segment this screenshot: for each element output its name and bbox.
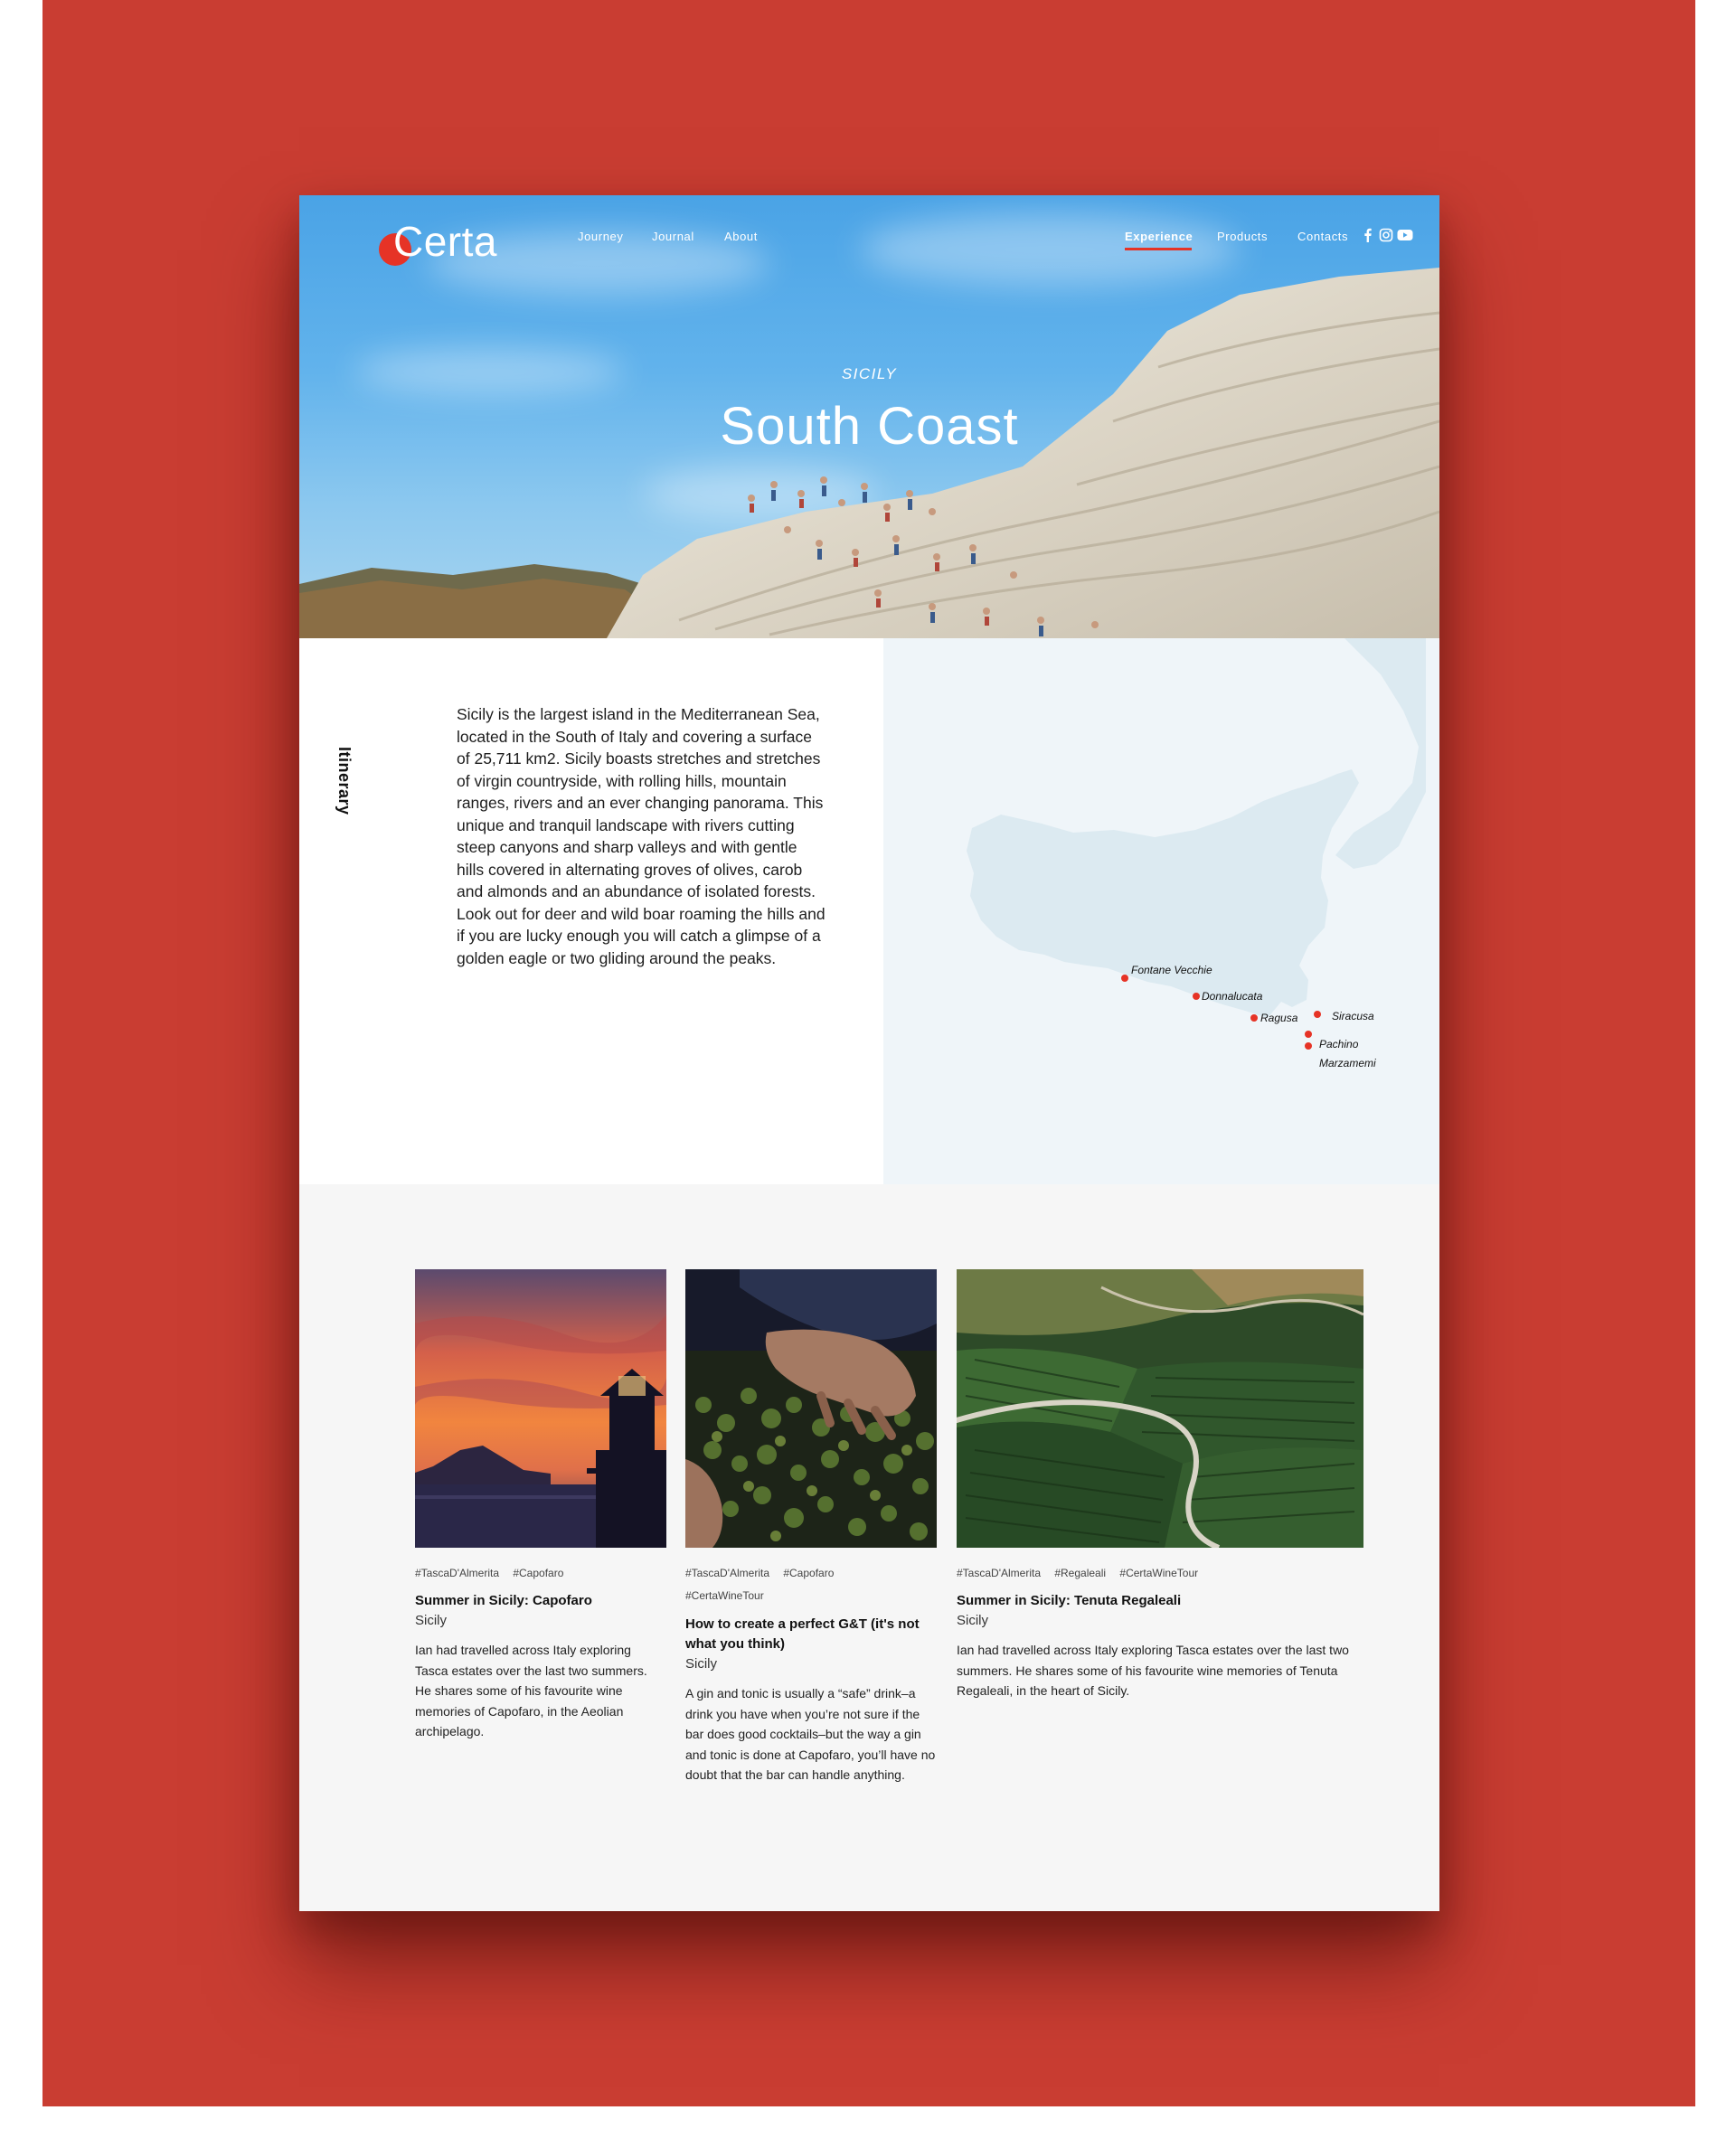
certa-logo[interactable] — [379, 217, 524, 271]
articles-section — [299, 1184, 1439, 1911]
itinerary-label: Itinerary — [335, 747, 354, 815]
active-nav-underline — [1125, 248, 1192, 250]
capers-illustration — [685, 1269, 937, 1548]
map-marker-ragusa[interactable] — [1250, 1014, 1258, 1022]
article-image-capers-hands[interactable] — [685, 1269, 937, 1548]
article-image-vineyards-aerial[interactable] — [957, 1269, 1363, 1548]
article-title[interactable]: How to create a perfect G&T (it's not what you think) — [685, 1616, 920, 1652]
nav-journey[interactable]: Journey — [578, 230, 624, 243]
instagram-icon[interactable] — [1379, 228, 1393, 242]
logo-wordmark: Certa — [393, 218, 497, 265]
article-body — [957, 1591, 1363, 1701]
article-body — [415, 1591, 666, 1742]
article-tags — [415, 1562, 666, 1585]
article-location: Sicily — [685, 1656, 718, 1672]
nav-products[interactable]: Products — [1217, 230, 1269, 243]
hero-subtitle: SICILY — [841, 365, 898, 382]
map-marker-siracusa[interactable] — [1314, 1011, 1321, 1018]
map-label-pachino: Pachino — [1319, 1038, 1359, 1050]
map-label-fontane-vecchie: Fontane Vecchie — [1131, 964, 1212, 976]
tag[interactable]: #Regaleali — [1054, 1567, 1107, 1579]
article-tags — [957, 1562, 1363, 1585]
tag[interactable]: #CertaWineTour — [1119, 1567, 1199, 1579]
article-image-lighthouse-sunset[interactable] — [415, 1269, 666, 1548]
map-marker-donnalucata[interactable] — [1193, 993, 1200, 1000]
article-location: Sicily — [415, 1613, 448, 1628]
tag[interactable]: #TascaD'Almerita — [957, 1567, 1041, 1579]
facebook-icon[interactable] — [1361, 228, 1375, 242]
article-body — [685, 1615, 937, 1785]
vineyard-illustration — [957, 1269, 1363, 1548]
nav-about[interactable]: About — [724, 230, 758, 243]
hero-title: South Coast — [720, 397, 1019, 456]
hero-banner — [299, 195, 1439, 638]
tag[interactable]: #TascaD'Almerita — [415, 1567, 499, 1579]
nav-journal[interactable]: Journal — [652, 230, 694, 243]
nav-contacts[interactable]: Contacts — [1297, 230, 1349, 243]
map-marker-pachino[interactable] — [1305, 1031, 1312, 1038]
tag[interactable]: #CertaWineTour — [685, 1589, 764, 1602]
map-label-siracusa: Siracusa — [1332, 1010, 1374, 1022]
sicily-island-shape — [883, 638, 1439, 1184]
map-marker-marzamemi[interactable] — [1305, 1042, 1312, 1050]
article-description: Ian had travelled across Italy exploring Tasca estates over the last two summers. He shares some of his favourite wine memories of Tenuta Regaleali, in the heart of Sicily. — [957, 1643, 1349, 1698]
article-title[interactable]: Summer in Sicily: Capofaro — [415, 1593, 592, 1608]
itinerary-description — [457, 703, 827, 969]
article-description: A gin and tonic is usually a “safe” drink–a drink you have when you’re not sure if the bar does good cocktails–but the way a gin and tonic is done at Capofaro, you’ll have no doubt that the bar can handle anything. — [685, 1686, 936, 1782]
article-location: Sicily — [957, 1613, 989, 1628]
nav-experience[interactable]: Experience — [1125, 230, 1194, 243]
itinerary-section — [299, 638, 1439, 1184]
youtube-icon[interactable] — [1397, 228, 1413, 242]
map-label-ragusa: Ragusa — [1260, 1012, 1298, 1024]
itinerary-paragraph-1: Sicily is the largest island in the Mediterranean Sea, located in the South of Italy and covering a surface of 25,711 km2. Sicily boasts stretches and stretches of virgin countryside, with rolling hills, mountain ranges, rivers and an ever changing panorama. This unique and tranquil landscape with rivers cutting steep canyons and sharp valleys and with gentle hills covered in alternating groves of olives, carob and almonds and an abundance of isolated forests. — [457, 705, 824, 900]
article-description: Ian had travelled across Italy exploring Tasca estates over the last two summers. He shares some of his favourite wine memories of Capofaro, in the Aeolian archipelago. — [415, 1643, 647, 1738]
map-label-marzamemi: Marzamemi — [1319, 1057, 1376, 1069]
article-title[interactable]: Summer in Sicily: Tenuta Regaleali — [957, 1593, 1182, 1608]
article-tags — [685, 1562, 937, 1607]
sicily-map — [883, 638, 1439, 1184]
map-label-donnalucata: Donnalucata — [1202, 990, 1263, 1003]
lighthouse-sunset-illustration — [415, 1269, 666, 1548]
tag[interactable]: #Capofaro — [513, 1567, 564, 1579]
website-mockup — [299, 195, 1439, 1911]
itinerary-paragraph-2: Look out for deer and wild boar roaming the hills and if you are lucky enough you will catch a glimpse of a golden eagle or two gliding around the peaks. — [457, 904, 826, 967]
tag[interactable]: #Capofaro — [783, 1567, 835, 1579]
tag[interactable]: #TascaD'Almerita — [685, 1567, 769, 1579]
map-marker-fontane-vecchie[interactable] — [1121, 975, 1128, 982]
